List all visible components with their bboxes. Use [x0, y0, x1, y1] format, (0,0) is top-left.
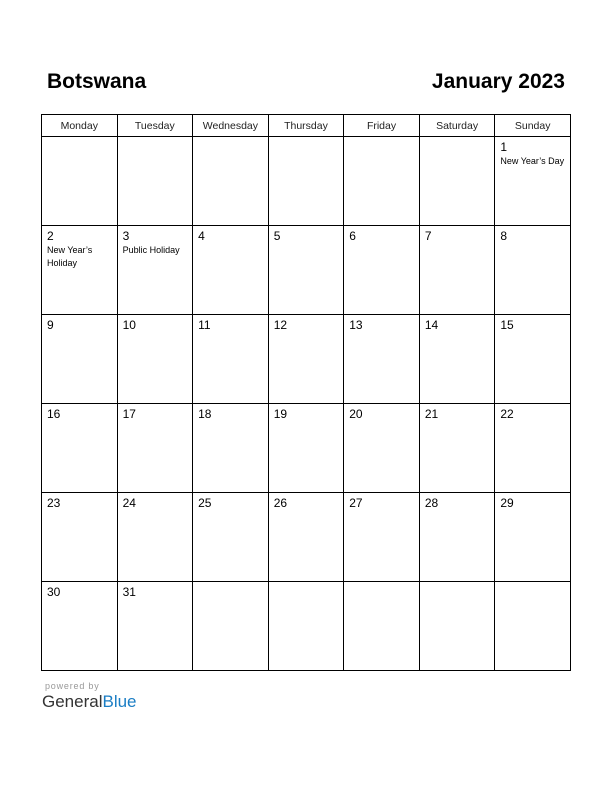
weekday-header: Wednesday: [193, 115, 269, 137]
calendar-day-cell: [117, 493, 193, 582]
calendar-day-cell: [419, 404, 495, 493]
calendar-day-cell: [495, 404, 571, 493]
calendar-day-cell: [344, 582, 420, 671]
day-number: 29: [500, 496, 514, 510]
day-number: 10: [122, 318, 136, 332]
day-number: 21: [424, 407, 439, 421]
calendar-day-cell: [42, 226, 118, 315]
day-number: 9: [47, 318, 54, 332]
calendar-day-cell: [268, 315, 344, 404]
generalblue-logo: [42, 692, 137, 712]
calendar-day-cell: [268, 137, 344, 226]
day-number: 1: [500, 140, 508, 154]
calendar-week-row: [42, 582, 571, 671]
calendar-day-cell: [419, 315, 495, 404]
day-number: 12: [273, 318, 288, 332]
day-number: 7: [424, 229, 432, 243]
calendar-day-cell: [344, 137, 420, 226]
day-number: 24: [122, 496, 136, 510]
calendar-day-cell: [419, 137, 495, 226]
calendar-day-cell: [117, 582, 193, 671]
calendar-week-row: [42, 226, 571, 315]
day-number: 17: [122, 407, 136, 421]
calendar-day-cell: [193, 137, 269, 226]
day-number: 14: [424, 318, 439, 332]
calendar-day-cell: [495, 137, 571, 226]
calendar-day-cell: [495, 226, 571, 315]
calendar-header: [41, 70, 571, 100]
calendar-day-cell: [344, 493, 420, 582]
day-number: 20: [349, 407, 363, 421]
brand-blue-text: Blue: [102, 692, 137, 711]
calendar-day-cell: [495, 315, 571, 404]
calendar-week-row: [42, 137, 571, 226]
day-number: 18: [198, 407, 212, 421]
calendar-day-cell: [495, 493, 571, 582]
calendar-week-row: [42, 315, 571, 404]
calendar-day-cell: [344, 226, 420, 315]
country-title: Botswana: [47, 70, 147, 93]
day-number: 6: [349, 229, 356, 243]
calendar-day-cell: [193, 226, 269, 315]
day-number: 5: [273, 229, 281, 243]
calendar-week-row: [42, 404, 571, 493]
day-number: 23: [47, 496, 61, 510]
calendar-day-cell: [117, 226, 193, 315]
day-number: 28: [424, 496, 439, 510]
calendar-day-cell: [268, 226, 344, 315]
calendar-day-cell: [268, 493, 344, 582]
weekday-header: Thursday: [268, 115, 344, 137]
day-number: 2: [47, 229, 54, 243]
weekday-header-row: [42, 115, 571, 137]
calendar-day-cell: [419, 493, 495, 582]
powered-by-label: powered by: [45, 681, 100, 691]
day-number: 27: [349, 496, 363, 510]
calendar-day-cell: [117, 315, 193, 404]
weekday-header: Sunday: [495, 115, 571, 137]
holiday-label: New Year’s Day: [500, 156, 565, 166]
brand-general-text: General: [42, 692, 103, 711]
calendar-day-cell: [193, 404, 269, 493]
holiday-label: Public Holiday: [122, 245, 180, 255]
day-number: 16: [47, 407, 61, 421]
holiday-label: New Year’s Holiday: [47, 245, 93, 268]
weekday-header: Friday: [344, 115, 420, 137]
day-number: 22: [500, 407, 514, 421]
day-number: 30: [47, 585, 61, 599]
calendar-day-cell: [42, 404, 118, 493]
weekday-header: Saturday: [419, 115, 495, 137]
calendar-day-cell: [419, 226, 495, 315]
day-number: 26: [273, 496, 288, 510]
day-number: 25: [198, 496, 212, 510]
calendar-day-cell: [117, 404, 193, 493]
day-number: 13: [349, 318, 363, 332]
footer-branding: [42, 681, 137, 712]
calendar-day-cell: [193, 493, 269, 582]
day-number: 31: [122, 585, 136, 599]
calendar-day-cell: [42, 582, 118, 671]
day-number: 3: [122, 229, 130, 243]
weekday-header: Monday: [42, 115, 118, 137]
day-number: 8: [500, 229, 508, 243]
weekday-header: Tuesday: [117, 115, 193, 137]
calendar-day-cell: [193, 315, 269, 404]
day-number: 11: [198, 318, 211, 332]
calendar-day-cell: [42, 315, 118, 404]
month-year-title: January 2023: [431, 70, 565, 93]
calendar-day-cell: [495, 582, 571, 671]
calendar-day-cell: [42, 493, 118, 582]
calendar-day-cell: [268, 582, 344, 671]
calendar-day-cell: [117, 137, 193, 226]
calendar-grid: [41, 114, 571, 671]
calendar-day-cell: [419, 582, 495, 671]
calendar-day-cell: [42, 137, 118, 226]
calendar-week-row: [42, 493, 571, 582]
day-number: 4: [198, 229, 205, 243]
calendar-day-cell: [268, 404, 344, 493]
calendar-day-cell: [344, 404, 420, 493]
calendar-day-cell: [344, 315, 420, 404]
calendar-day-cell: [193, 582, 269, 671]
day-number: 15: [500, 318, 514, 332]
day-number: 19: [273, 407, 288, 421]
